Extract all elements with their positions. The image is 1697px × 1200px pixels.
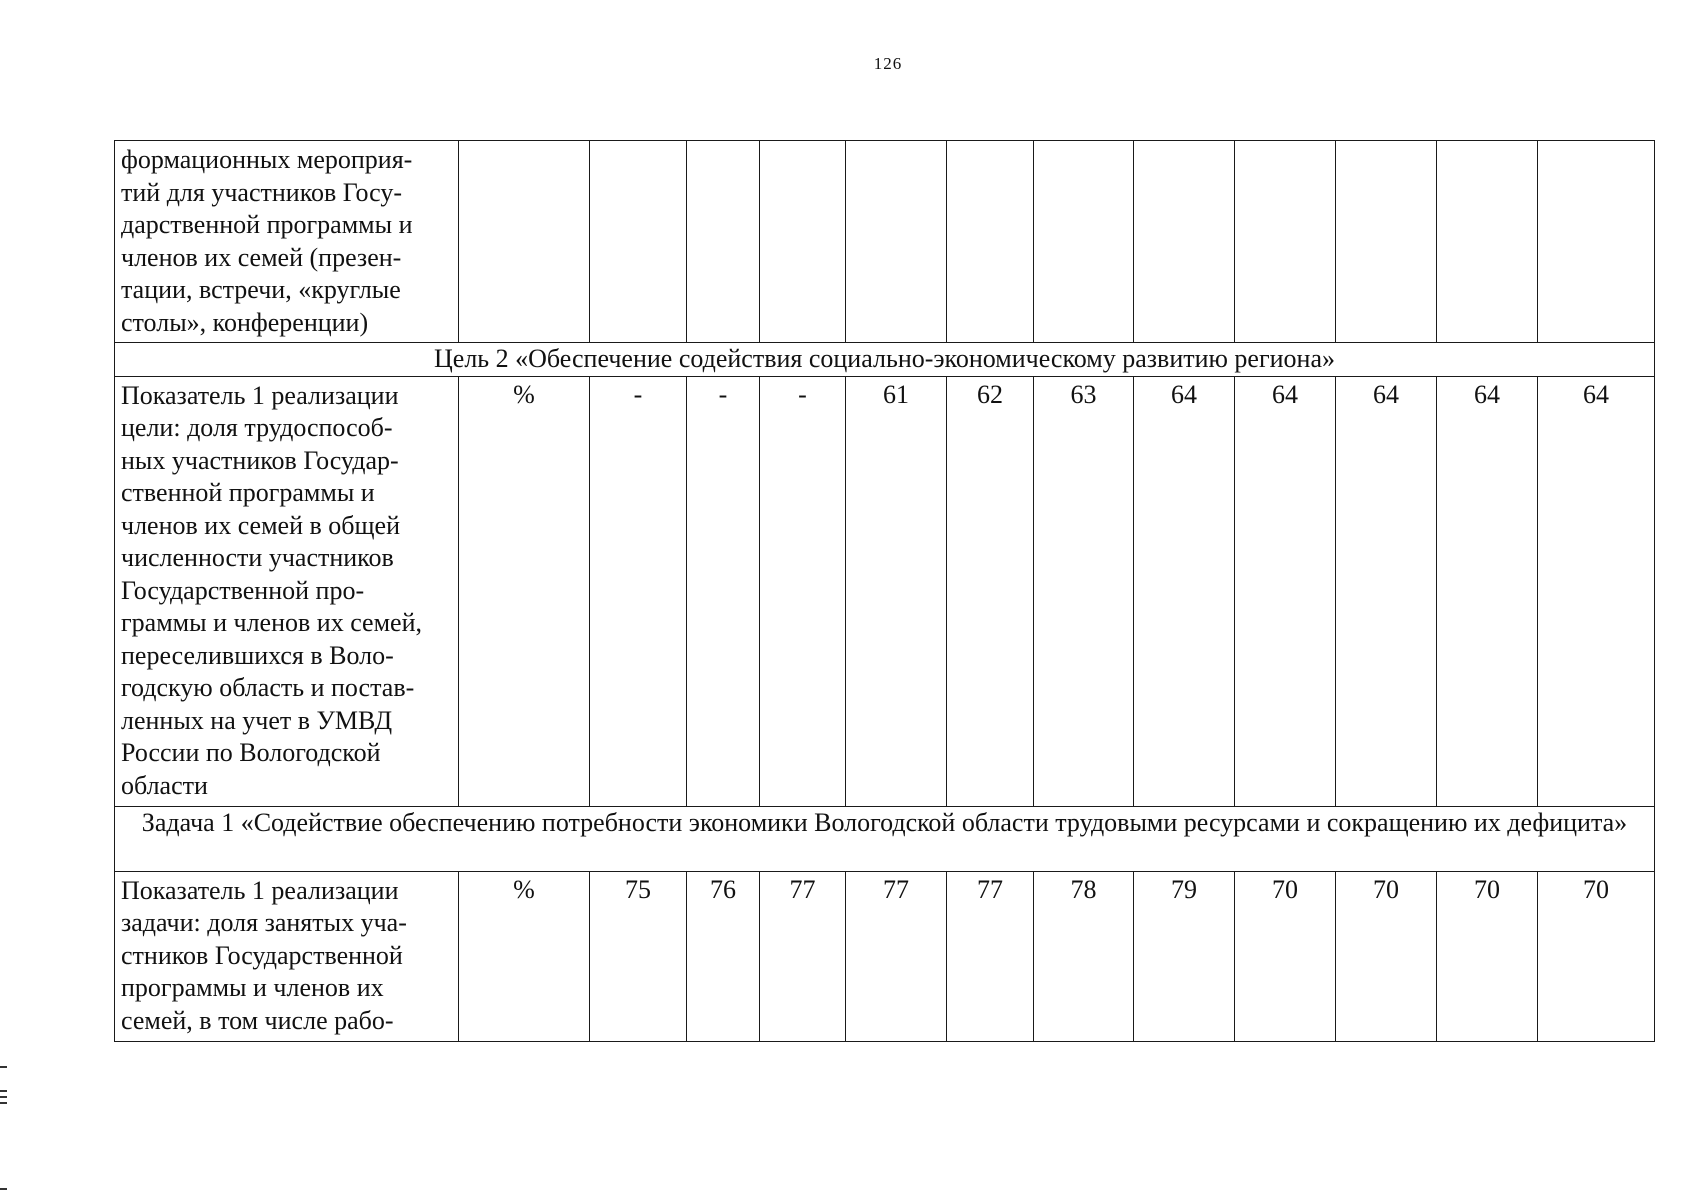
- value-cell: [947, 141, 1034, 343]
- section-row-goal: [115, 343, 1655, 377]
- value-cell: 75: [590, 871, 687, 1041]
- value-cell: 61: [846, 376, 947, 806]
- value-cell: 79: [1134, 871, 1235, 1041]
- value-cell: 63: [1034, 376, 1134, 806]
- value-cell: 62: [947, 376, 1034, 806]
- value-cell: 70: [1538, 871, 1655, 1041]
- value-cell: 64: [1336, 376, 1437, 806]
- value-cell: [1437, 141, 1538, 343]
- value-cell: -: [590, 376, 687, 806]
- scan-edge-mark: [0, 1090, 7, 1092]
- scan-edge-mark: [0, 1188, 7, 1190]
- value-cell: 77: [846, 871, 947, 1041]
- section-row-task: [115, 806, 1655, 871]
- task-heading: Задача 1 «Содействие обеспечению потребности экономики Вологодской области трудовыми ресурсами и сокращению их дефицита»: [115, 806, 1655, 871]
- value-cell: 76: [687, 871, 760, 1041]
- value-cell: -: [687, 376, 760, 806]
- indicator-label: Показатель 1 реализации цели: доля трудоспособ- ных участников Государ- ственной программы и членов их семей в общей численности участников Государственной про- граммы и членов их семей, переселившихся в Воло- годскую область и постав- ленных на учет в УМВД России по Вологодской области: [115, 376, 459, 806]
- value-cell: 77: [760, 871, 846, 1041]
- value-cell: 64: [1538, 376, 1655, 806]
- value-cell: [687, 141, 760, 343]
- value-cell: 77: [947, 871, 1034, 1041]
- scan-edge-mark: [0, 1096, 7, 1098]
- value-cell: -: [760, 376, 846, 806]
- value-cell: [459, 141, 590, 343]
- value-cell: 64: [1134, 376, 1235, 806]
- goal-heading: Цель 2 «Обеспечение содействия социально-экономическому развитию региона»: [115, 343, 1655, 377]
- page-number: 126: [873, 54, 903, 73]
- value-cell: 70: [1437, 871, 1538, 1041]
- indicator-label: Показатель 1 реализации задачи: доля занятых уча- стников Государственной программы и членов их семей, в том числе рабо-: [115, 871, 459, 1041]
- indicator-label: формационных мероприя- тий для участников Госу- дарственной программы и членов их семей (презен- тации, встречи, «круглые столы», конференции): [115, 141, 459, 343]
- value-cell: [1134, 141, 1235, 343]
- indicators-table: [114, 140, 1655, 1042]
- table-row: [115, 376, 1655, 806]
- value-cell: [1538, 141, 1655, 343]
- value-cell: 64: [1235, 376, 1336, 806]
- value-cell: [1336, 141, 1437, 343]
- value-cell: [1235, 141, 1336, 343]
- value-cell: 64: [1437, 376, 1538, 806]
- value-cell: [846, 141, 947, 343]
- unit-cell: %: [459, 376, 590, 806]
- unit-cell: %: [459, 871, 590, 1041]
- table-row: [115, 871, 1655, 1041]
- scan-edge-mark: [0, 1066, 7, 1068]
- value-cell: 70: [1336, 871, 1437, 1041]
- value-cell: [760, 141, 846, 343]
- value-cell: 78: [1034, 871, 1134, 1041]
- table-row: [115, 141, 1655, 343]
- value-cell: [590, 141, 687, 343]
- scan-edge-mark: [0, 1102, 7, 1104]
- value-cell: 70: [1235, 871, 1336, 1041]
- value-cell: [1034, 141, 1134, 343]
